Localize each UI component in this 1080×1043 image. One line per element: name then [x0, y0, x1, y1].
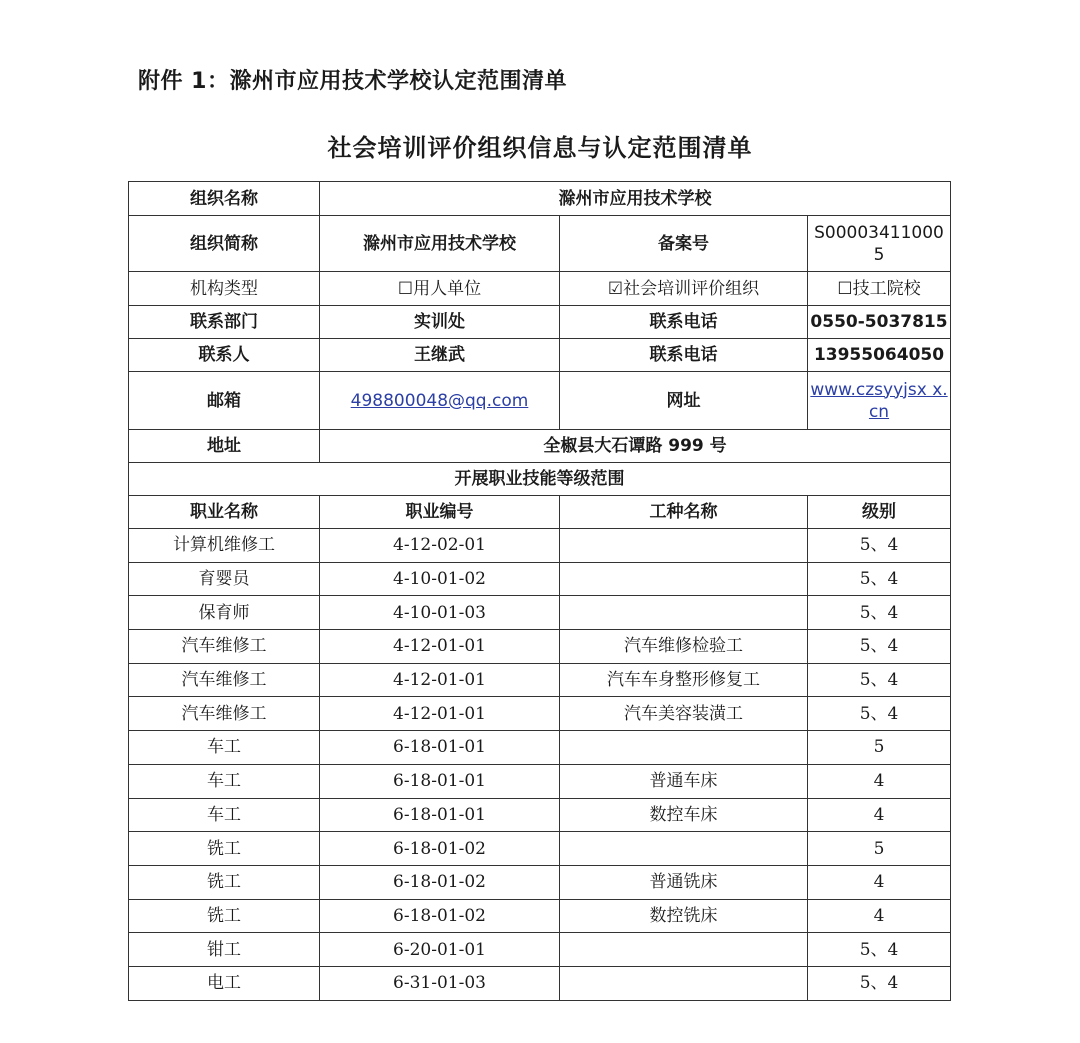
phone-label-1: 联系电话: [560, 306, 808, 339]
code-cell: 6-18-01-01: [320, 764, 560, 798]
scope-table-body: [129, 529, 951, 1001]
org-type-employer-checkbox: ☐用人单位: [320, 272, 560, 306]
contact-dept-value: 实训处: [320, 306, 560, 339]
header-occupation: 职业名称: [129, 496, 320, 529]
level-cell: 4: [808, 865, 951, 899]
code-cell: 6-18-01-02: [320, 865, 560, 899]
level-cell: 5、4: [808, 697, 951, 731]
header-level: 级别: [808, 496, 951, 529]
level-cell: 5、4: [808, 562, 951, 596]
occupation-cell: 汽车维修工: [129, 697, 320, 731]
level-cell: 5、4: [808, 596, 951, 630]
phone-value-2: 13955064050: [808, 339, 951, 372]
occupation-cell: 计算机维修工: [129, 529, 320, 563]
code-cell: 4-12-01-01: [320, 697, 560, 731]
level-cell: 5、4: [808, 663, 951, 697]
address-label: 地址: [129, 430, 320, 463]
phone-label-2: 联系电话: [560, 339, 808, 372]
code-cell: 4-10-01-02: [320, 562, 560, 596]
scope-header-row: [129, 496, 951, 529]
org-short-label: 组织简称: [129, 216, 320, 272]
email-link[interactable]: 498800048@qq.com: [350, 390, 529, 411]
contact-person-label: 联系人: [129, 339, 320, 372]
level-cell: 4: [808, 899, 951, 933]
work-type-cell: [560, 966, 808, 1000]
website-label: 网址: [560, 372, 808, 430]
table-row: [129, 966, 951, 1000]
code-cell: 4-10-01-03: [320, 596, 560, 630]
table-row: [129, 562, 951, 596]
level-cell: 5、4: [808, 630, 951, 664]
level-cell: 5: [808, 731, 951, 765]
code-cell: 6-18-01-02: [320, 832, 560, 866]
table-row: [129, 832, 951, 866]
table-row: [129, 798, 951, 832]
occupation-cell: 铣工: [129, 865, 320, 899]
work-type-cell: 数控铣床: [560, 899, 808, 933]
org-type-label: 机构类型: [129, 272, 320, 306]
work-type-cell: [560, 529, 808, 563]
org-name-value: 滁州市应用技术学校: [320, 182, 951, 216]
level-cell: 5、4: [808, 933, 951, 967]
level-cell: 4: [808, 798, 951, 832]
level-cell: 5、4: [808, 966, 951, 1000]
contact-person-value: 王继武: [320, 339, 560, 372]
level-cell: 4: [808, 764, 951, 798]
org-type-social-training-checkbox: ☑社会培训评价组织: [560, 272, 808, 306]
attachment-title: 附件 1：滁州市应用技术学校认定范围清单: [138, 69, 567, 94]
level-cell: 5、4: [808, 529, 951, 563]
occupation-cell: 汽车维修工: [129, 630, 320, 664]
occupation-cell: 钳工: [129, 933, 320, 967]
table-row: [129, 899, 951, 933]
table-row: [129, 630, 951, 664]
code-cell: 6-18-01-02: [320, 899, 560, 933]
occupation-cell: 保育师: [129, 596, 320, 630]
occupation-cell: 车工: [129, 764, 320, 798]
level-cell: 5: [808, 832, 951, 866]
occupation-cell: 车工: [129, 798, 320, 832]
work-type-cell: 汽车维修检验工: [560, 630, 808, 664]
table-row: [129, 933, 951, 967]
org-type-technical-school-checkbox: ☐技工院校: [808, 272, 951, 306]
code-cell: 4-12-01-01: [320, 663, 560, 697]
table-row: [129, 764, 951, 798]
table-row: [129, 697, 951, 731]
table-row: [129, 529, 951, 563]
header-work-type: 工种名称: [560, 496, 808, 529]
code-cell: 4-12-01-01: [320, 630, 560, 664]
occupation-cell: 车工: [129, 731, 320, 765]
code-cell: 4-12-02-01: [320, 529, 560, 563]
occupation-cell: 铣工: [129, 832, 320, 866]
work-type-cell: [560, 731, 808, 765]
work-type-cell: [560, 832, 808, 866]
website-link[interactable]: www.czsyyjsx x.cn: [810, 379, 948, 422]
contact-dept-label: 联系部门: [129, 306, 320, 339]
code-cell: 6-31-01-03: [320, 966, 560, 1000]
occupation-cell: 育婴员: [129, 562, 320, 596]
code-cell: 6-18-01-01: [320, 798, 560, 832]
record-number-label: 备案号: [560, 216, 808, 272]
document-title: 社会培训评价组织信息与认定范围清单: [327, 134, 753, 162]
work-type-cell: 普通铣床: [560, 865, 808, 899]
org-info-table: [128, 181, 951, 1001]
work-type-cell: 普通车床: [560, 764, 808, 798]
work-type-cell: 数控车床: [560, 798, 808, 832]
table-row: [129, 596, 951, 630]
work-type-cell: [560, 562, 808, 596]
record-number-value: S00003411000 5: [808, 216, 951, 272]
table-row: [129, 663, 951, 697]
code-cell: 6-18-01-01: [320, 731, 560, 765]
address-value: 全椒县大石谭路 999 号: [320, 430, 951, 463]
code-cell: 6-20-01-01: [320, 933, 560, 967]
table-row: [129, 731, 951, 765]
work-type-cell: 汽车美容装潢工: [560, 697, 808, 731]
phone-value-1: 0550-5037815: [808, 306, 951, 339]
work-type-cell: [560, 933, 808, 967]
org-short-value: 滁州市应用技术学校: [320, 216, 560, 272]
table-row: [129, 865, 951, 899]
scope-section-title: 开展职业技能等级范围: [129, 463, 951, 496]
occupation-cell: 电工: [129, 966, 320, 1000]
header-code: 职业编号: [320, 496, 560, 529]
work-type-cell: 汽车车身整形修复工: [560, 663, 808, 697]
occupation-cell: 汽车维修工: [129, 663, 320, 697]
email-label: 邮箱: [129, 372, 320, 430]
website-cell: [808, 372, 951, 430]
occupation-cell: 铣工: [129, 899, 320, 933]
email-cell: [320, 372, 560, 430]
org-name-label: 组织名称: [129, 182, 320, 216]
work-type-cell: [560, 596, 808, 630]
